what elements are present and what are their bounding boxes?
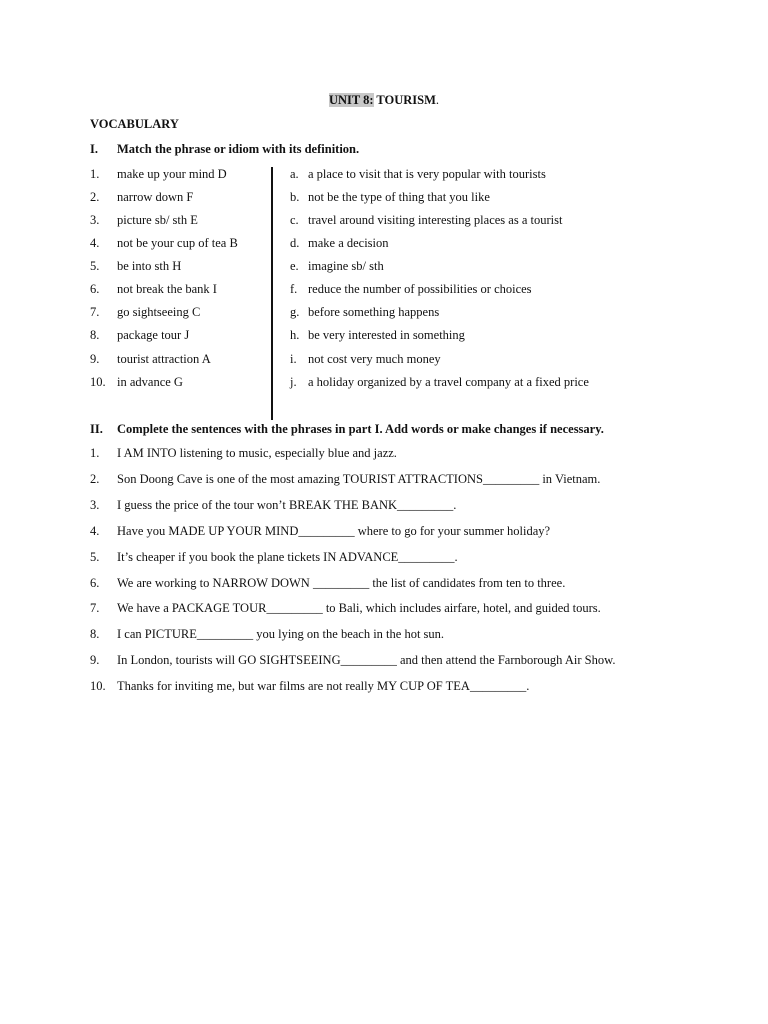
sentence-text: In London, tourists will GO SIGHTSEEING_________ and then attend the Farnborough Air Show. (117, 653, 616, 667)
topic-label: TOURISM (373, 93, 436, 107)
definition-letter: f. (290, 282, 298, 296)
sentence-text: Thanks for inviting me, but war films are not really MY CUP OF TEA_________. (117, 679, 530, 693)
sentence-text: Son Doong Cave is one of the most amazing TOURIST ATTRACTIONS_________ in Vietnam. (117, 472, 601, 486)
phrase-number: 6. (90, 282, 100, 296)
phrase-text: go sightseeing C (117, 305, 201, 319)
phrase-number: 4. (90, 236, 100, 250)
sentence-row (0, 524, 768, 542)
part1-instruction: Match the phrase or idiom with its definition. (117, 142, 360, 156)
match-row (0, 167, 768, 185)
definition-text: not cost very much money (308, 352, 441, 366)
sentence-row (0, 627, 768, 645)
phrase-text: tourist attraction A (117, 352, 211, 366)
sentence-number: 10. (90, 679, 106, 693)
definition-text: not be the type of thing that you like (308, 190, 490, 204)
phrase-number: 1. (90, 167, 100, 181)
definition-text: travel around visiting interesting places as a tourist (308, 213, 563, 227)
sentence-number: 9. (90, 653, 100, 667)
phrase-number: 9. (90, 352, 100, 366)
unit-label: UNIT 8: (328, 93, 374, 107)
match-row (0, 190, 768, 208)
definition-text: a holiday organized by a travel company at a fixed price (308, 375, 589, 389)
match-row (0, 352, 768, 370)
definition-text: make a decision (308, 236, 389, 250)
sentence-text: We are working to NARROW DOWN _________ the list of candidates from ten to three. (117, 576, 566, 590)
phrase-text: picture sb/ sth E (117, 213, 198, 227)
phrase-text: not be your cup of tea B (117, 236, 238, 250)
match-row (0, 375, 768, 393)
part1-number: I. (90, 142, 98, 156)
match-row (0, 328, 768, 346)
sentence-row (0, 446, 768, 464)
part2-instruction: Complete the sentences with the phrases in part I. Add words or make changes if necessary. (117, 422, 604, 436)
definition-letter: b. (290, 190, 300, 204)
definition-text: reduce the number of possibilities or choices (308, 282, 532, 296)
sentence-number: 5. (90, 550, 100, 564)
phrase-number: 2. (90, 190, 100, 204)
definition-letter: h. (290, 328, 300, 342)
title-period: . (435, 93, 440, 107)
phrase-number: 3. (90, 213, 100, 227)
match-row (0, 305, 768, 323)
sentence-text: Have you MADE UP YOUR MIND_________ where to go for your summer holiday? (117, 524, 551, 538)
sentence-row (0, 576, 768, 594)
definition-letter: d. (290, 236, 300, 250)
phrase-text: in advance G (117, 375, 183, 389)
sentence-text: I AM INTO listening to music, especially blue and jazz. (117, 446, 397, 460)
phrase-text: narrow down F (117, 190, 194, 204)
definition-letter: g. (290, 305, 300, 319)
part2-number: II. (90, 422, 103, 436)
sentence-text: It’s cheaper if you book the plane tickets IN ADVANCE_________. (117, 550, 458, 564)
sentence-text: We have a PACKAGE TOUR_________ to Bali, which includes airfare, hotel, and guided tours. (117, 601, 601, 615)
phrase-number: 5. (90, 259, 100, 273)
definition-letter: a. (290, 167, 299, 181)
phrase-number: 10. (90, 375, 106, 389)
definition-text: a place to visit that is very popular with tourists (308, 167, 546, 181)
definition-letter: e. (290, 259, 299, 273)
definition-letter: j. (290, 375, 297, 389)
match-row (0, 282, 768, 300)
sentence-number: 4. (90, 524, 100, 538)
definition-text: before something happens (308, 305, 440, 319)
definition-letter: i. (290, 352, 297, 366)
sentence-row (0, 601, 768, 619)
sentence-text: I guess the price of the tour won’t BREAK THE BANK_________. (117, 498, 457, 512)
phrase-text: make up your mind D (117, 167, 227, 181)
phrase-text: not break the bank I (117, 282, 217, 296)
match-row (0, 236, 768, 254)
phrase-text: package tour J (117, 328, 190, 342)
match-row (0, 213, 768, 231)
definition-letter: c. (290, 213, 299, 227)
sentence-row (0, 550, 768, 568)
match-row (0, 259, 768, 277)
sentence-text: I can PICTURE_________ you lying on the beach in the hot sun. (117, 627, 445, 641)
phrase-text: be into sth H (117, 259, 182, 273)
sentence-number: 2. (90, 472, 100, 486)
vocabulary-heading: VOCABULARY (90, 117, 179, 131)
phrase-number: 7. (90, 305, 100, 319)
sentence-number: 8. (90, 627, 100, 641)
definition-text: be very interested in something (308, 328, 465, 342)
phrase-number: 8. (90, 328, 100, 342)
sentence-row (0, 498, 768, 516)
sentence-row (0, 679, 768, 697)
sentence-row (0, 653, 768, 671)
page-title (0, 93, 768, 108)
definition-text: imagine sb/ sth (308, 259, 384, 273)
sentence-row (0, 472, 768, 490)
sentence-number: 3. (90, 498, 100, 512)
sentence-number: 1. (90, 446, 100, 460)
sentence-number: 7. (90, 601, 100, 615)
sentence-number: 6. (90, 576, 100, 590)
